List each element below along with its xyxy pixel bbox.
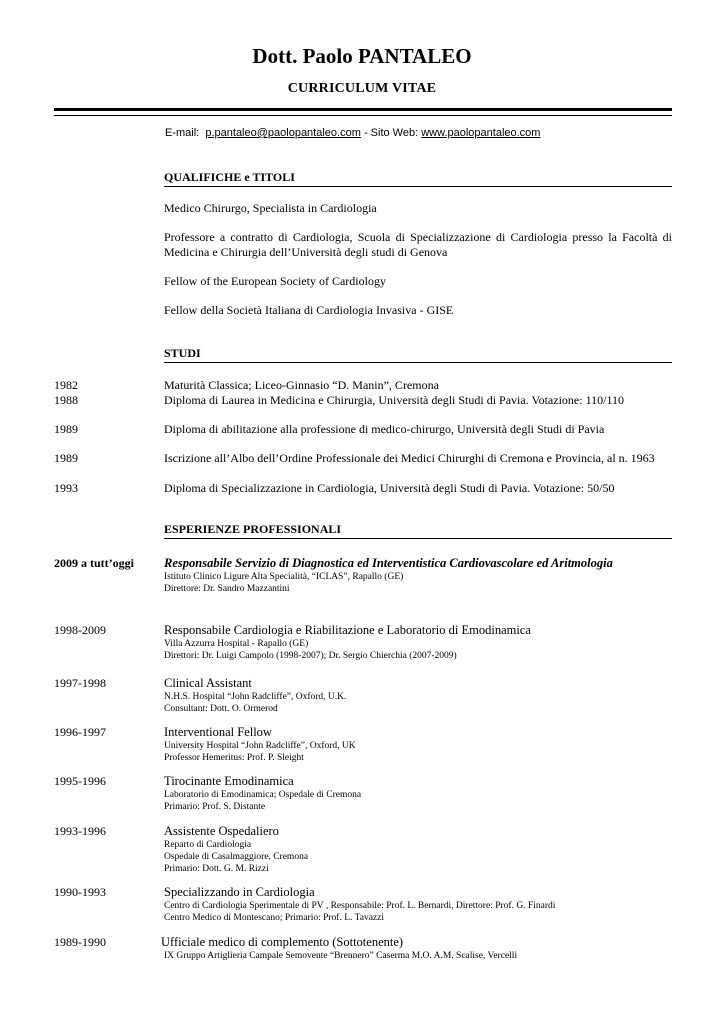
email-label: E-mail: [165, 127, 200, 139]
section-heading-studies: STUDI [164, 346, 672, 363]
experience-period: 1993-1996 [54, 824, 106, 838]
study-entry: Diploma di abilitazione alla professione di medico-chirurgo, Università degli Studi di Pavia [164, 422, 605, 436]
experience-detail: Villa Azzurra Hospital - Rapallo (GE) [164, 639, 309, 649]
experience-detail: Laboratorio di Emodinamica; Ospedale di Cremona [164, 790, 362, 800]
study-entry: Diploma di Laurea in Medicina e Chirurgia, Università degli Studi di Pavia. Votazione: 110/110 [164, 393, 625, 407]
study-year: 1989 [54, 451, 78, 465]
experience-role: Tirocinante Emodinamica [164, 774, 294, 788]
experience-period: 1997-1998 [54, 676, 106, 690]
experience-entry [164, 824, 672, 875]
experience-detail: Primario: Dott. G. M. Rizzi [164, 864, 269, 874]
study-entry: Iscrizione all’Albo dell’Ordine Professionale dei Medici Chirurghi di Cremona e Provincia, al n. 1963 [164, 451, 655, 465]
section-heading-qualifications: QUALIFICHE e TITOLI [164, 170, 672, 187]
section-heading-experience: ESPERIENZE PROFESSIONALI [164, 522, 672, 539]
web-label: - Sito Web: [363, 127, 419, 139]
study-entry: Maturità Classica; Liceo-Ginnasio “D. Manin”, Cremona [164, 378, 439, 392]
experience-entry [164, 556, 672, 595]
experience-detail: Consultant: Dott. O. Ormerod [164, 704, 278, 714]
study-year: 1993 [54, 481, 78, 495]
cv-subtitle: CURRICULUM VITAE [287, 81, 437, 96]
qualification-item: Professore a contratto di Cardiologia, Scuola di Specializzazione di Cardiologia presso la Facoltà di Medicina e Chirurgia dell’Università degli studi di Genova [164, 230, 672, 259]
experience-role: Specializzando in Cardiologia [164, 885, 315, 899]
qualification-item: Fellow of the European Society of Cardiology [164, 274, 386, 288]
qualification-item: Medico Chirurgo, Specialista in Cardiologia [164, 201, 377, 215]
cv-name: Dott. Paolo PANTALEO [252, 44, 472, 68]
contact-line [165, 127, 540, 139]
experience-entry [164, 623, 672, 662]
experience-detail: Istituto Clinico Ligure Alta Specialità, “ICLAS”, Rapallo (GE) [164, 572, 404, 582]
experience-role: Ufficiale medico di complemento (Sottotenente) [161, 935, 404, 949]
experience-detail: N.H.S. Hospital “John Radcliffe”, Oxford, U.K. [164, 692, 347, 702]
qualification-item: Fellow della Società Italiana di Cardiologia Invasiva - GISE [164, 303, 454, 317]
experience-role: Responsabile Cardiologia e Riabilitazione e Laboratorio di Emodinamica [164, 623, 531, 637]
experience-detail: IX Gruppo Artiglieria Campale Semovente “Brennero” Caserma M.O. A.M. Scalise, Vercelli [164, 951, 518, 961]
experience-entry [164, 885, 672, 924]
study-year: 1982 [54, 378, 78, 392]
experience-period: 1990-1993 [54, 885, 106, 899]
experience-entry [164, 725, 672, 764]
experience-role: Responsabile Servizio di Diagnostica ed Interventistica Cardiovascolare ed Aritmologia [164, 556, 613, 570]
experience-period: 1996-1997 [54, 725, 106, 739]
header-rule-thick [54, 108, 672, 111]
experience-period: 1989-1990 [54, 935, 106, 949]
experience-entry [164, 676, 672, 715]
experience-role: Clinical Assistant [164, 676, 252, 690]
experience-detail: Direttori: Dr. Luigi Campolo (1998-2007); Dr. Sergio Chierchia (2007-2009) [164, 651, 457, 661]
experience-detail: Ospedale di Casalmaggiore, Cremona [164, 852, 309, 862]
experience-entry [164, 774, 672, 813]
experience-entry [161, 935, 669, 962]
experience-detail: Centro Medico di Montescano; Primario: Prof. L. Tavazzi [164, 913, 384, 923]
experience-detail: Direttore: Dr. Sandro Mazzantini [164, 584, 290, 594]
header-rule-thin [54, 115, 672, 116]
experience-detail: Reparto di Cardiologia [164, 840, 252, 850]
experience-role: Assistente Ospedaliero [164, 824, 279, 838]
experience-detail: Centro di Cardiologia Sperimentale di PV , Responsabile: Prof. L. Bernardi, Direttore: Prof. G. Finardi [164, 901, 556, 911]
experience-detail: University Hospital “John Radcliffe”, Oxford, UK [164, 741, 356, 751]
experience-period: 1995-1996 [54, 774, 106, 788]
email-link[interactable]: p.pantaleo@paolopantaleo.com [205, 127, 361, 139]
experience-role: Interventional Fellow [164, 725, 272, 739]
study-year: 1988 [54, 393, 78, 407]
study-year: 1989 [54, 422, 78, 436]
experience-period: 2009 a tutt’oggi [54, 556, 134, 570]
experience-period: 1998-2009 [54, 623, 106, 637]
website-link[interactable]: www.paolopantaleo.com [421, 127, 541, 139]
experience-detail: Professor Hemeritus: Prof. P. Sleight [164, 753, 304, 763]
study-entry: Diploma di Specializzazione in Cardiologia, Università degli Studi di Pavia. Votazione: 50/50 [164, 481, 615, 495]
experience-detail: Primario: Prof. S. Distante [164, 802, 266, 812]
